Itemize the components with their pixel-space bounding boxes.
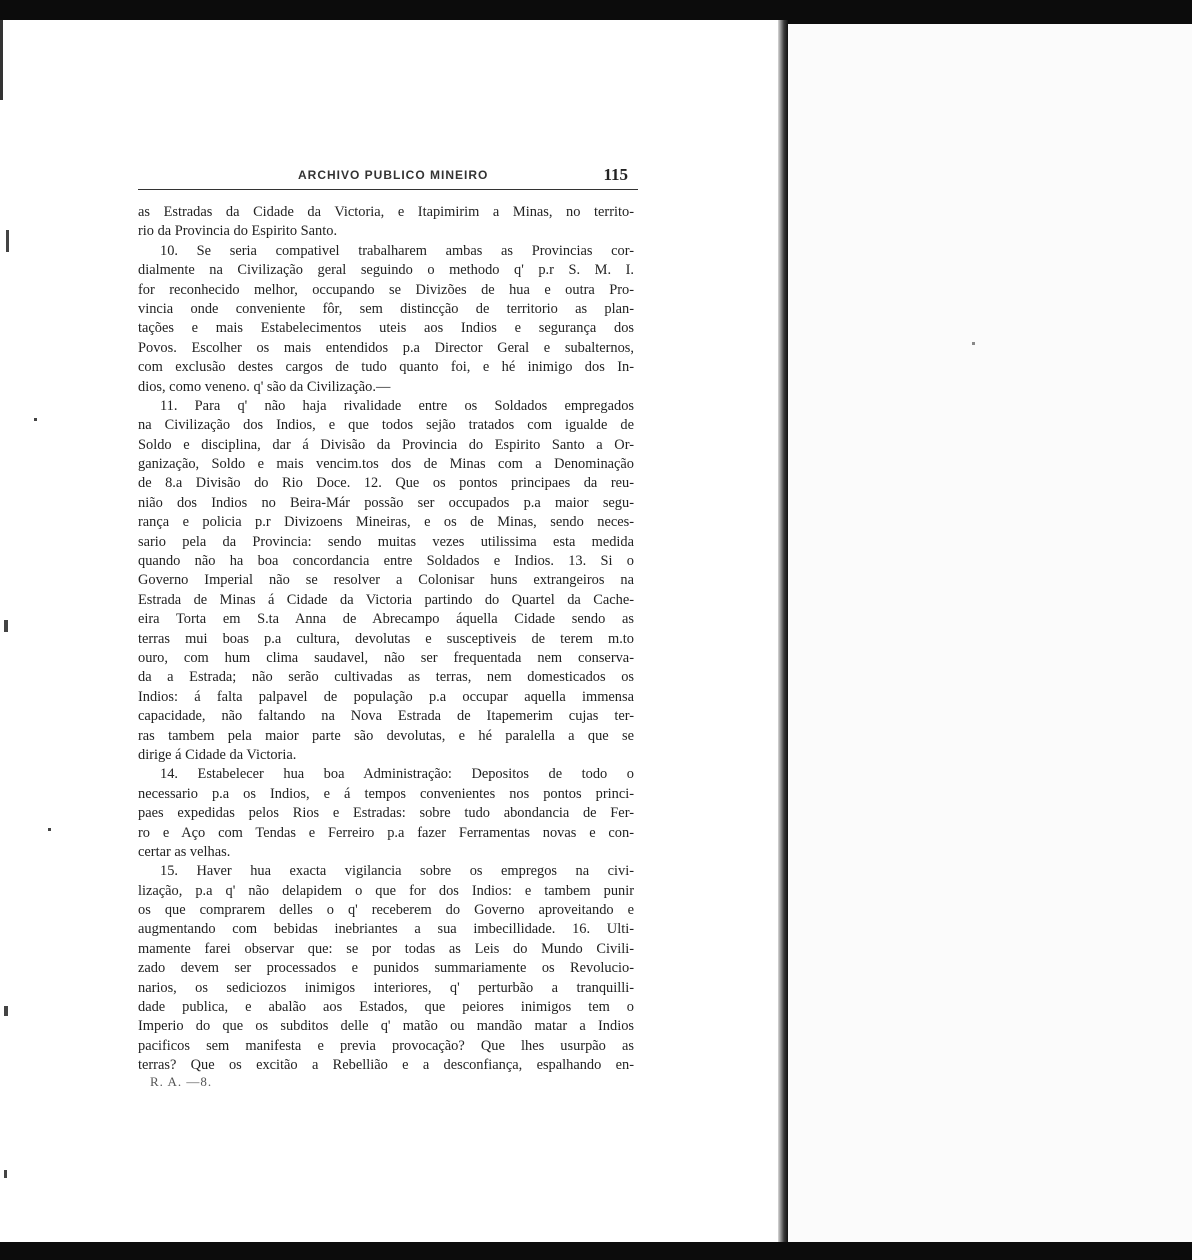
scan-top-border-right (780, 0, 1192, 24)
scan-speck (972, 342, 975, 345)
text-line: 15. Haver hua exacta vigilancia sobre os empregos na civi- (160, 863, 634, 880)
text-line: sario pela da Provincia: sendo muitas vezes utilissima esta medida (138, 533, 634, 550)
text-line: Povos. Escolher os mais entendidos p.a Director Geral e subalternos, (138, 339, 634, 356)
text-line: da a Estrada; não serão cultivadas as terras, nem domesticados os (138, 669, 634, 686)
text-line: quando não ha boa concordancia entre Soldados e Indios. 13. Si o (138, 553, 634, 570)
signature-mark: R. A. —8. (150, 1074, 213, 1089)
running-header (138, 165, 638, 190)
text-line: dade publica, e abalão aos Estados, que peiores inimigos tem o (138, 999, 634, 1016)
text-line: mamente farei observar que: se por todas as Leis do Mundo Civili- (138, 940, 634, 957)
text-line: pacificos sem manifesta e previa provocação? Que lhes usurpão as (138, 1037, 634, 1054)
text-line: Imperio do que os subditos delle q' matão ou mandão matar a Indios (138, 1018, 634, 1035)
text-line: as Estradas da Cidade da Victoria, e Itapimirim a Minas, no territo- (138, 204, 634, 220)
text-line: ras tambem pela maior parte são devolutas, e hé paralella a que se (138, 727, 634, 744)
text-line: dios, como veneno. q' são da Civilização.— (138, 378, 391, 395)
text-line: rança e policia p.r Divizoens Mineiras, e os de Minas, sendo neces- (138, 514, 634, 531)
scan-bottom-border (0, 1242, 1192, 1260)
text-line: zado devem ser processados e punidos summariamente os Revolucio- (138, 960, 634, 977)
text-line: ro e Aço com Tendas e Ferreiro p.a fazer Ferramentas novas e con- (138, 824, 634, 841)
running-title: ARCHIVO PUBLICO MINEIRO (298, 168, 489, 182)
text-line: paes expedidas pelos Rios e Estradas: sobre tudo abondancia de Fer- (138, 805, 634, 822)
text-line: for reconhecido melhor, occupando se Divizões de hua e outra Pro- (138, 281, 634, 298)
text-line: nião dos Indios no Beira-Már possão ser occupados p.a maior segu- (138, 494, 634, 511)
scan-speck (6, 230, 9, 252)
text-line: terras? Que os excitão a Rebellião e a desconfiança, espalhando en- (138, 1057, 634, 1074)
text-line: eira Torta em S.ta Anna de Abrecampo áquella Cidade sendo as (138, 611, 634, 628)
scan-speck (34, 418, 37, 421)
text-line: tações e mais Estabelecimentos uteis aos Indios e segurança dos (138, 320, 634, 337)
text-line: dirige á Cidade da Victoria. (138, 746, 297, 763)
text-line: 11. Para q' não haja rivalidade entre os Soldados empregados (160, 397, 634, 414)
blank-right-page (788, 24, 1192, 1242)
text-line: 14. Estabelecer hua boa Administração: Depositos de todo o (160, 766, 634, 783)
text-line: augmentando com bebidas inebriantes a sua imbecillidade. 16. Ulti- (138, 921, 634, 938)
scan-speck (48, 828, 51, 831)
text-line: lização, p.a q' não delapidem o que for dos Indios: e tambem punir (138, 882, 634, 899)
text-line: Estrada de Minas á Cidade da Victoria partindo do Quartel da Cache- (138, 591, 634, 608)
text-line: os que comprarem delles o q' receberem do Governo aproveitando e (138, 902, 634, 919)
text-line: capacidade, não faltando na Nova Estrada de Itapemerim cujas ter- (138, 708, 634, 725)
text-line: de 8.a Divisão do Rio Doce. 12. Que os pontos principaes da reu- (138, 475, 634, 492)
scan-speck (4, 1006, 8, 1016)
left-binding-mark (0, 20, 17, 100)
text-line: necessario p.a os Indios, e á tempos convenientes nos pontos princi- (138, 785, 634, 802)
text-line: vincia onde conveniente fôr, sem distincção de territorio as plan- (138, 300, 634, 317)
text-line: Indios: á falta palpavel de população p.a occupar aquella immensa (138, 688, 634, 705)
page-body-text (138, 203, 634, 1076)
text-line: certar as velhas. (138, 843, 231, 860)
scan-speck (4, 620, 8, 632)
scan-speck (4, 1170, 7, 1178)
text-line: dialmente na Civilização geral seguindo o methodo q' p.r S. M. I. (138, 262, 634, 279)
text-line: terras mui boas p.a cultura, devolutas e susceptiveis de terem m.to (138, 630, 634, 647)
text-line: ganização, Soldo e mais vencim.tos dos de Minas com a Denominação (138, 456, 634, 473)
text-line: 10. Se seria compativel trabalharem ambas as Provincias cor- (160, 242, 634, 259)
page-number: 115 (603, 165, 628, 184)
text-line: Governo Imperial não se resolver a Colonisar huns extrangeiros na (138, 572, 634, 589)
text-line: Soldo e disciplina, dar á Divisão da Provincia do Espirito Santo a Or- (138, 436, 634, 453)
text-line: rio da Provincia do Espirito Santo. (138, 223, 338, 240)
text-line: na Civilização dos Indios, e que todos sejão tratados com igualde de (138, 417, 634, 434)
text-line: com exclusão destes cargos de tudo quanto foi, e hé inimigo dos In- (138, 359, 634, 376)
text-line: ouro, com hum clima saudavel, não ser frequentada nem conserva- (138, 649, 634, 666)
book-gutter (778, 20, 788, 1242)
text-line: narios, os sediciozos inimigos interiores, q' perturbão a tranquilli- (138, 979, 634, 996)
